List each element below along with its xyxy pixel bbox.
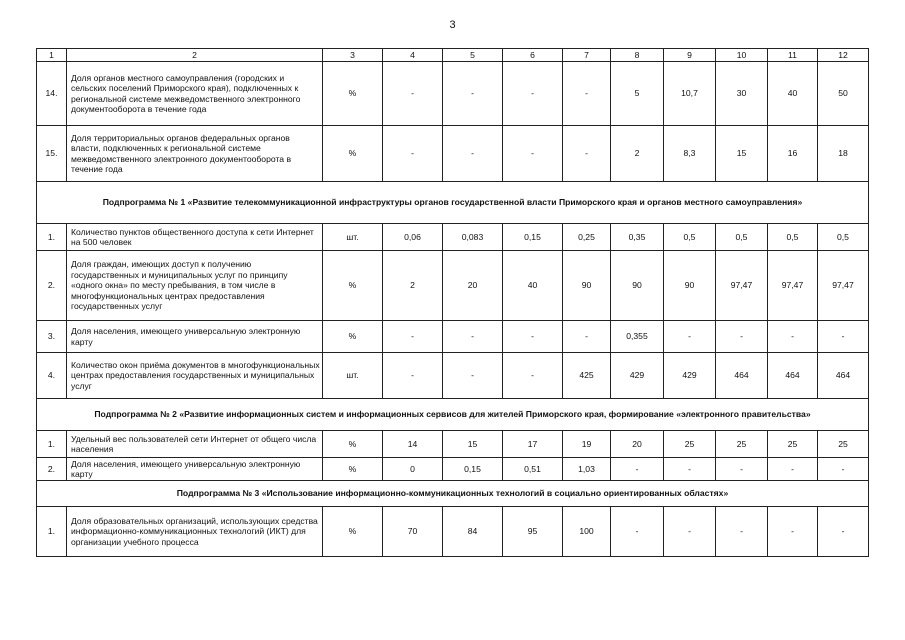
column-number-row <box>37 49 869 62</box>
value-cell: - <box>768 507 818 557</box>
value-cell: - <box>383 353 443 399</box>
unit-cell: % <box>323 431 383 458</box>
indicator-name: Доля населения, имеющего универсальную электронную карту <box>67 458 323 481</box>
value-cell: 84 <box>443 507 503 557</box>
value-cell: 0 <box>383 458 443 481</box>
value-cell: 70 <box>383 507 443 557</box>
value-cell: 0,35 <box>611 224 664 251</box>
value-cell: 20 <box>611 431 664 458</box>
value-cell: 0,51 <box>503 458 563 481</box>
value-cell: - <box>443 353 503 399</box>
indicator-name: Доля образовательных организаций, использующих средства информационно-коммуникационных технологий (ИКТ) для организации учебного процесса <box>67 507 323 557</box>
unit-cell: % <box>323 126 383 182</box>
value-cell: 17 <box>503 431 563 458</box>
column-number-cell: 4 <box>383 49 443 62</box>
row-number: 2. <box>37 458 67 481</box>
value-cell: 30 <box>716 62 768 126</box>
value-cell: - <box>503 62 563 126</box>
value-cell: 25 <box>768 431 818 458</box>
value-cell: 0,25 <box>563 224 611 251</box>
unit-cell: % <box>323 251 383 321</box>
value-cell: - <box>611 458 664 481</box>
indicator-row <box>37 458 869 481</box>
value-cell: 0,15 <box>503 224 563 251</box>
indicator-row <box>37 431 869 458</box>
column-number-cell: 1 <box>37 49 67 62</box>
column-number-cell: 12 <box>818 49 869 62</box>
value-cell: 97,47 <box>716 251 768 321</box>
indicator-row <box>37 126 869 182</box>
column-number-cell: 3 <box>323 49 383 62</box>
value-cell: 97,47 <box>818 251 869 321</box>
indicator-row <box>37 507 869 557</box>
value-cell: 464 <box>768 353 818 399</box>
value-cell: 8,3 <box>664 126 716 182</box>
value-cell: 25 <box>716 431 768 458</box>
value-cell: 90 <box>611 251 664 321</box>
value-cell: 0,5 <box>664 224 716 251</box>
unit-cell: % <box>323 458 383 481</box>
value-cell: - <box>443 126 503 182</box>
indicator-name: Доля граждан, имеющих доступ к получению государственных и муниципальных услуг по принципу «одного окна» по месту пребывания, в том числе в многофункциональных центрах предоставления государственных услуг <box>67 251 323 321</box>
value-cell: 0,5 <box>768 224 818 251</box>
indicator-row <box>37 224 869 251</box>
value-cell: 2 <box>611 126 664 182</box>
subprogram-row <box>37 481 869 507</box>
value-cell: - <box>818 458 869 481</box>
value-cell: 464 <box>716 353 768 399</box>
value-cell: - <box>563 126 611 182</box>
value-cell: - <box>664 458 716 481</box>
value-cell: 50 <box>818 62 869 126</box>
row-number: 1. <box>37 224 67 251</box>
row-number: 1. <box>37 431 67 458</box>
value-cell: 20 <box>443 251 503 321</box>
value-cell: 0,5 <box>818 224 869 251</box>
column-number-cell: 5 <box>443 49 503 62</box>
subprogram-row <box>37 399 869 431</box>
row-number: 2. <box>37 251 67 321</box>
value-cell: 90 <box>563 251 611 321</box>
value-cell: 429 <box>664 353 716 399</box>
unit-cell: % <box>323 321 383 353</box>
value-cell: - <box>503 126 563 182</box>
value-cell: 0,355 <box>611 321 664 353</box>
value-cell: 15 <box>443 431 503 458</box>
subprogram-row <box>37 182 869 224</box>
indicators-table <box>36 48 869 557</box>
value-cell: - <box>716 507 768 557</box>
value-cell: 0,15 <box>443 458 503 481</box>
value-cell: 0,06 <box>383 224 443 251</box>
indicator-name: Доля органов местного самоуправления (городских и сельских поселений Приморского края), подключенных к региональной системе межведомственного электронного документооборота в течение года <box>67 62 323 126</box>
value-cell: 18 <box>818 126 869 182</box>
value-cell: - <box>443 321 503 353</box>
indicator-name: Доля территориальных органов федеральных органов власти, подключенных к региональной системе межведомственного электронного документооборота в течение года <box>67 126 323 182</box>
value-cell: 425 <box>563 353 611 399</box>
value-cell: 97,47 <box>768 251 818 321</box>
subprogram-title: Подпрограмма № 2 «Развитие информационных систем и информационных сервисов для жителей Приморского края, формирование «электронного правительства» <box>37 399 869 431</box>
column-number-cell: 2 <box>67 49 323 62</box>
value-cell: 14 <box>383 431 443 458</box>
indicator-row <box>37 321 869 353</box>
value-cell: 0,5 <box>716 224 768 251</box>
value-cell: 90 <box>664 251 716 321</box>
value-cell: - <box>716 321 768 353</box>
value-cell: 95 <box>503 507 563 557</box>
indicator-name: Доля населения, имеющего универсальную электронную карту <box>67 321 323 353</box>
row-number: 15. <box>37 126 67 182</box>
value-cell: 19 <box>563 431 611 458</box>
value-cell: - <box>818 321 869 353</box>
column-number-cell: 8 <box>611 49 664 62</box>
indicator-row <box>37 353 869 399</box>
indicator-row <box>37 62 869 126</box>
column-number-cell: 9 <box>664 49 716 62</box>
value-cell: 15 <box>716 126 768 182</box>
row-number: 1. <box>37 507 67 557</box>
value-cell: - <box>611 507 664 557</box>
value-cell: 429 <box>611 353 664 399</box>
indicator-row <box>37 251 869 321</box>
value-cell: - <box>383 126 443 182</box>
value-cell: 100 <box>563 507 611 557</box>
value-cell: - <box>383 321 443 353</box>
value-cell: 5 <box>611 62 664 126</box>
unit-cell: шт. <box>323 353 383 399</box>
value-cell: - <box>443 62 503 126</box>
column-number-cell: 7 <box>563 49 611 62</box>
row-number: 4. <box>37 353 67 399</box>
value-cell: - <box>818 507 869 557</box>
value-cell: - <box>383 62 443 126</box>
column-number-cell: 11 <box>768 49 818 62</box>
value-cell: 16 <box>768 126 818 182</box>
value-cell: - <box>716 458 768 481</box>
column-number-cell: 6 <box>503 49 563 62</box>
unit-cell: % <box>323 62 383 126</box>
value-cell: 25 <box>818 431 869 458</box>
unit-cell: % <box>323 507 383 557</box>
row-number: 3. <box>37 321 67 353</box>
unit-cell: шт. <box>323 224 383 251</box>
value-cell: 1,03 <box>563 458 611 481</box>
column-number-cell: 10 <box>716 49 768 62</box>
value-cell: 25 <box>664 431 716 458</box>
row-number: 14. <box>37 62 67 126</box>
indicator-name: Количество окон приёма документов в многофункциональных центрах предоставления государственных и муниципальных услуг <box>67 353 323 399</box>
value-cell: - <box>768 321 818 353</box>
value-cell: - <box>563 62 611 126</box>
value-cell: - <box>503 353 563 399</box>
value-cell: 10,7 <box>664 62 716 126</box>
value-cell: - <box>563 321 611 353</box>
value-cell: 464 <box>818 353 869 399</box>
value-cell: 2 <box>383 251 443 321</box>
subprogram-title: Подпрограмма № 3 «Использование информационно-коммуникационных технологий в социально ориентированных областях» <box>37 481 869 507</box>
value-cell: - <box>664 321 716 353</box>
value-cell: - <box>664 507 716 557</box>
value-cell: 40 <box>768 62 818 126</box>
indicator-name: Количество пунктов общественного доступа к сети Интернет на 500 человек <box>67 224 323 251</box>
page-number: 3 <box>449 19 456 31</box>
value-cell: 0,083 <box>443 224 503 251</box>
value-cell: 40 <box>503 251 563 321</box>
subprogram-title: Подпрограмма № 1 «Развитие телекоммуникационной инфраструктуры органов государственной власти Приморского края и органов местного самоуправления» <box>37 182 869 224</box>
indicator-name: Удельный вес пользователей сети Интернет от общего числа населения <box>67 431 323 458</box>
value-cell: - <box>768 458 818 481</box>
value-cell: - <box>503 321 563 353</box>
